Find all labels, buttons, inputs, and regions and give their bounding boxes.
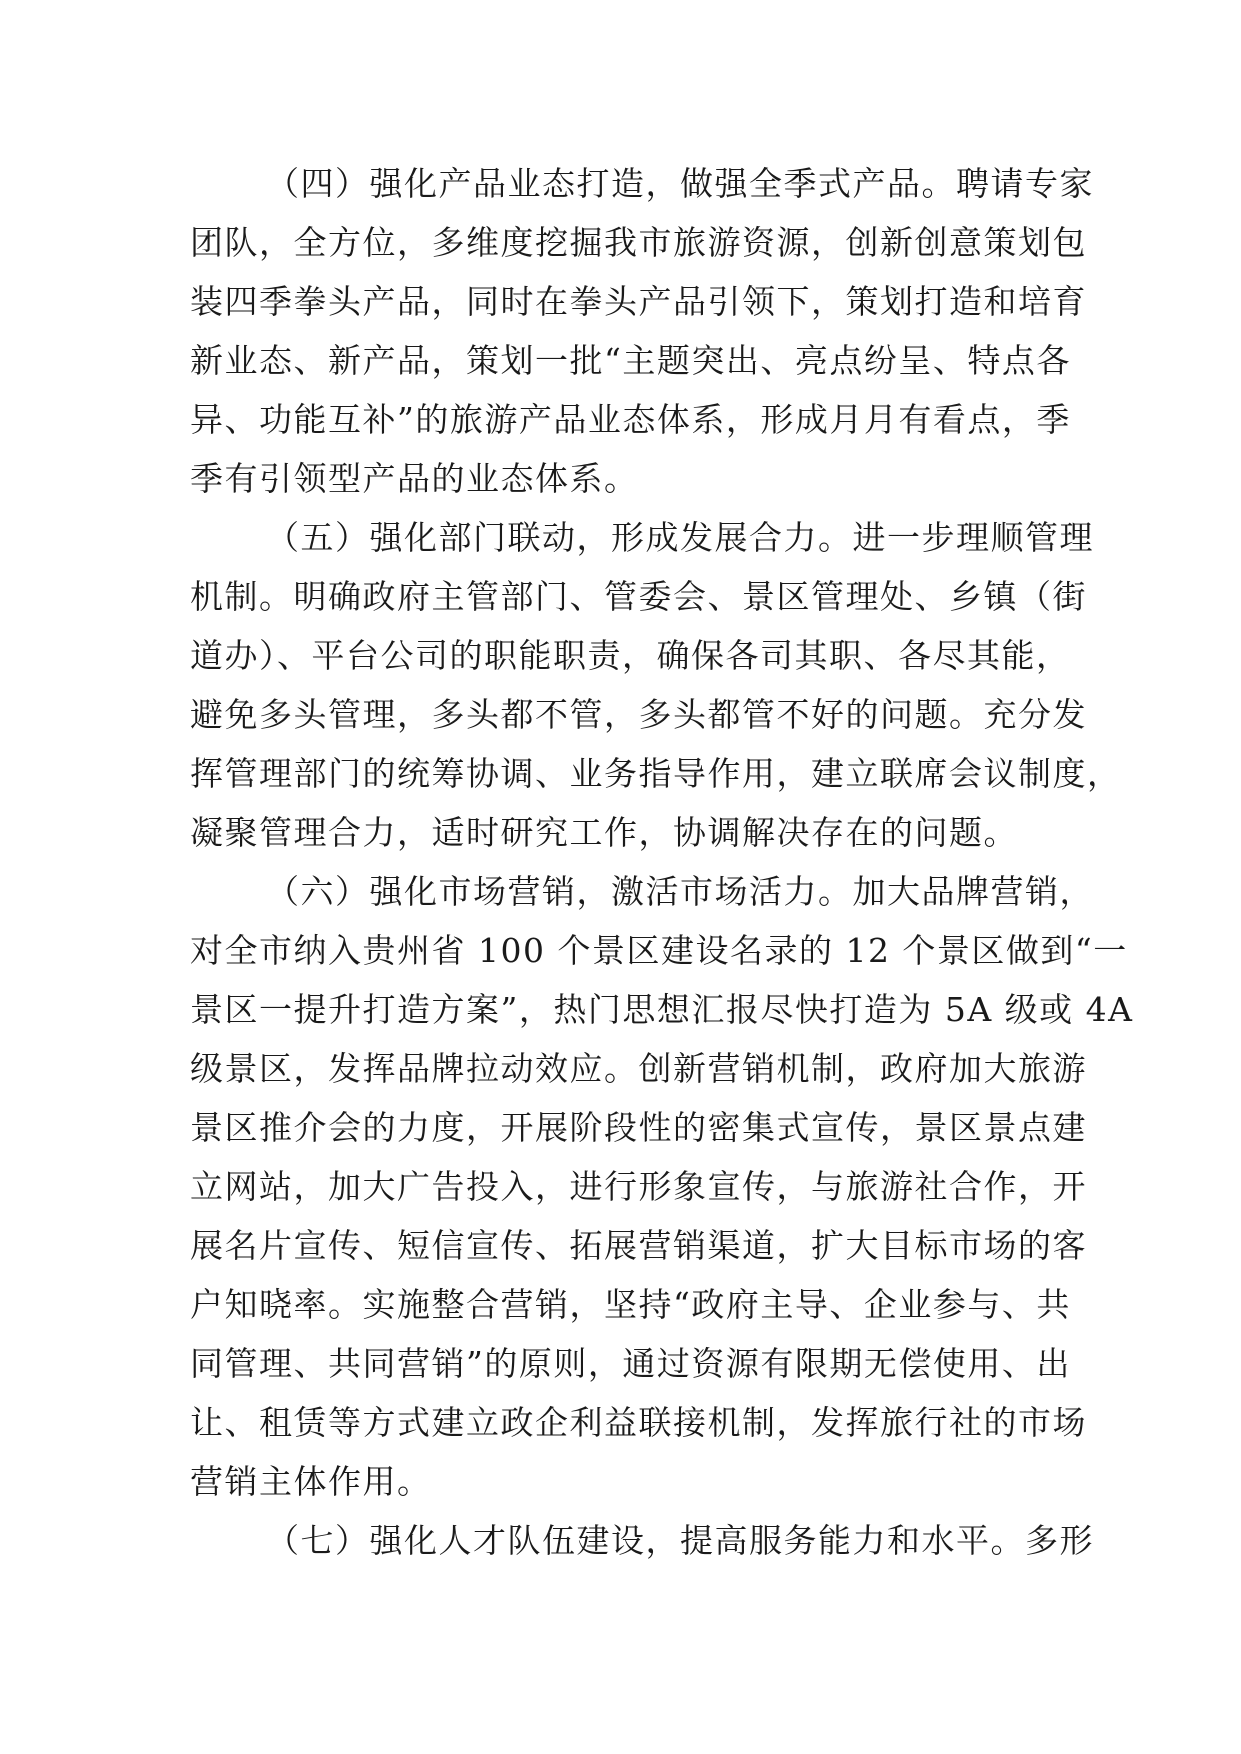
text-line: （七）强化人才队伍建设，提高服务能力和水平。多形: [266, 1521, 1094, 1560]
text-line: 避免多头管理，多头都不管，多头都管不好的问题。充分发: [190, 695, 1087, 734]
text-line: 挥管理部门的统筹协调、业务指导作用，建立联席会议制度，: [190, 754, 1122, 793]
text-line: 展名片宣传、短信宣传、拓展营销渠道，扩大目标市场的客: [190, 1226, 1087, 1265]
paragraph-6: [190, 862, 1134, 1511]
text-line: 新业态、新产品，策划一批“主题突出、亮点纷呈、特点各: [190, 341, 1071, 380]
text-line: 同管理、共同营销”的原则，通过资源有限期无偿使用、出: [190, 1344, 1071, 1383]
paragraph-5: [190, 508, 1122, 862]
text-line: （五）强化部门联动，形成发展合力。进一步理顺管理: [266, 518, 1094, 557]
text-line: 级景区，发挥品牌拉动效应。创新营销机制，政府加大旅游: [190, 1049, 1087, 1088]
text-line: 营销主体作用。: [190, 1462, 432, 1501]
document-body: [190, 154, 1134, 1570]
text-line: 立网站，加大广告投入，进行形象宣传，与旅游社合作，开: [190, 1167, 1087, 1206]
text-line: 景区一提升打造方案”，热门思想汇报尽快打造为 5A 级或 4A: [190, 990, 1134, 1029]
text-line: 团队，全方位，多维度挖掘我市旅游资源，创新创意策划包: [190, 223, 1087, 262]
text-line: 异、功能互补”的旅游产品业态体系，形成月月有看点，季: [190, 400, 1071, 439]
text-line: 道办）、平台公司的职能职责，确保各司其职、各尽其能，: [190, 636, 1071, 675]
text-line: 季有引领型产品的业态体系。: [190, 459, 639, 498]
text-line: 让、租赁等方式建立政企利益联接机制，发挥旅行社的市场: [190, 1403, 1087, 1442]
text-line: 凝聚管理合力，适时研究工作，协调解决存在的问题。: [190, 813, 1018, 852]
text-line: 装四季拳头产品，同时在拳头产品引领下，策划打造和培育: [190, 282, 1087, 321]
paragraph-7: [190, 1511, 1094, 1570]
text-line: 机制。明确政府主管部门、管委会、景区管理处、乡镇（街: [190, 577, 1087, 616]
text-line: 景区推介会的力度，开展阶段性的密集式宣传，景区景点建: [190, 1108, 1087, 1147]
text-line: （四）强化产品业态打造，做强全季式产品。聘请专家: [266, 164, 1094, 203]
text-line: 户知晓率。实施整合营销，坚持“政府主导、企业参与、共: [190, 1285, 1071, 1324]
text-line: 对全市纳入贵州省 100 个景区建设名录的 12 个景区做到“一: [190, 931, 1128, 970]
text-line: （六）强化市场营销，激活市场活力。加大品牌营销，: [266, 872, 1094, 911]
paragraph-4: [190, 154, 1094, 508]
